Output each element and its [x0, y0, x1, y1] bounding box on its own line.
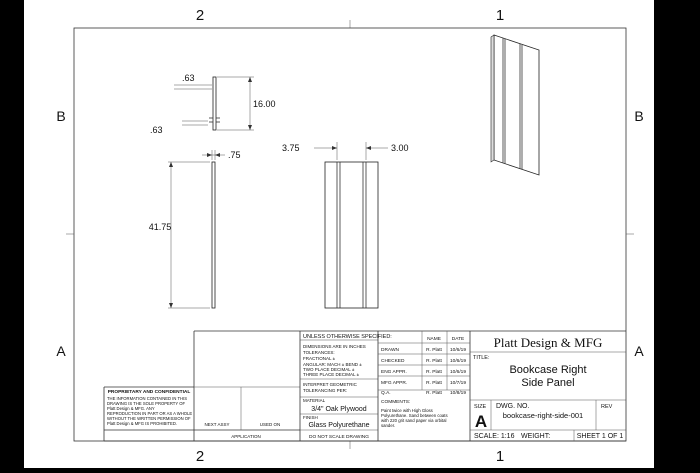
row-label: MFG APPR. [381, 381, 408, 386]
top-view-dim-b: .63 [150, 125, 163, 135]
application-label: APPLICATION [231, 434, 261, 439]
side-view-dim-length: 41.75 [148, 222, 172, 232]
tolerance-line: ANGULAR: MACH ± BEND ± [303, 362, 362, 367]
no-scale-note: DO NOT SCALE DRAWING [309, 435, 369, 440]
drawing-title-line: Side Panel [521, 377, 575, 389]
title-block [104, 331, 626, 441]
finish-value: Glass Polyurethane [308, 422, 370, 429]
side-view-panel [212, 162, 215, 308]
front-view-dim-right: 3.00 [391, 143, 409, 153]
comments-line: with 220 grit sand paper via orbital [381, 418, 447, 423]
zone-label-bottom-1: 1 [495, 448, 505, 465]
company-name: Platt Design & MFG [493, 335, 603, 350]
front-view-dim-left: 3.75 [282, 143, 300, 153]
used-on-label: USED ON [259, 422, 281, 427]
interpret-line: INTERPRET GEOMETRIC [303, 382, 357, 387]
comments-label: COMMENTS: [381, 400, 411, 405]
top-view-panel [213, 77, 216, 130]
size-value: A [474, 412, 488, 431]
row-label: Q.A. [381, 391, 391, 396]
row-date: 10/8/19 [449, 391, 467, 396]
proprietary-line: Platt Design & MFG IS PROHIBITED. [107, 421, 178, 426]
title-label: TITLE: [473, 355, 490, 361]
top-view-dim-height: 16.00 [253, 99, 276, 109]
zone-label-bottom-2: 2 [195, 448, 205, 465]
finish-label: FINISH [303, 415, 318, 420]
proprietary-line: WITHOUT THE WRITTEN PERMISSION OF [107, 416, 191, 421]
material-value: 3/4" Oak Plywood [311, 406, 367, 413]
row-label: CHECKED [381, 359, 405, 364]
row-name: R. Platt [426, 370, 442, 375]
drawing-canvas [24, 0, 654, 468]
dwg-no-value: bookcase-right-side-001 [502, 411, 584, 420]
tolerance-line: TWO PLACE DECIMAL ± [303, 367, 355, 372]
row-name: R. Platt [426, 359, 442, 364]
material-label: MATERIAL [303, 398, 326, 403]
drawing-title-line: Bookcase Right [509, 364, 587, 376]
front-view [282, 142, 409, 308]
next-assy-label: NEXT ASSY [204, 422, 230, 427]
comments-line: Paint twice with High Gloss [381, 408, 433, 413]
zone-label-top-1: 1 [495, 7, 505, 24]
row-label: ENG APPR. [381, 370, 407, 375]
zone-label-left-b: B [56, 108, 66, 124]
row-date: 10/6/19 [449, 348, 467, 353]
weight-label: WEIGHT: [521, 433, 551, 440]
scale-text: SCALE: 1:16 [474, 433, 515, 440]
column-name-header: NAME [427, 337, 441, 342]
interpret-line: TOLERANCING PER: [303, 388, 348, 393]
zone-label-top-2: 2 [195, 7, 205, 24]
row-name: R. Platt [426, 381, 442, 386]
side-view [149, 150, 241, 308]
proprietary-line: DRAWING IS THE SOLE PROPERTY OF [107, 401, 186, 406]
row-date: 10/6/19 [449, 359, 467, 364]
top-view-dim-a: .63 [182, 73, 195, 83]
row-name: R. Platt [426, 348, 442, 353]
proprietary-header: PROPRIETARY AND CONFIDENTIAL [107, 390, 191, 395]
comments-line: Polyurethane. Sand between coats [381, 413, 448, 418]
rev-label: REV [601, 404, 613, 410]
front-view-panel [325, 162, 378, 308]
proprietary-line: THE INFORMATION CONTAINED IN THIS [107, 396, 188, 401]
comments-line: sander. [381, 423, 396, 428]
tolerance-line: THREE PLACE DECIMAL ± [303, 372, 360, 377]
proprietary-line: Platt Design & MFG. ANY [107, 406, 155, 411]
top-view [150, 73, 276, 135]
sheet-text: SHEET 1 OF 1 [576, 433, 624, 440]
column-date-header: DATE [451, 337, 465, 342]
zone-label-right-b: B [634, 108, 644, 124]
isometric-view [491, 35, 539, 175]
size-label: SIZE [474, 404, 487, 410]
row-date: 10/7/19 [449, 381, 467, 386]
dwg-no-label: DWG. NO. [496, 403, 530, 410]
zone-label-right-a: A [634, 343, 644, 359]
drawing-sheet [24, 0, 654, 468]
tolerance-line: DIMENSIONS ARE IN INCHES [303, 344, 366, 349]
side-view-dim-thickness: .75 [228, 150, 241, 160]
tolerance-line: TOLERANCES: [303, 350, 335, 355]
proprietary-line: REPRODUCTION IN PART OR AS A WHOLE [107, 411, 193, 416]
row-label: DRAWN [381, 348, 399, 353]
tolerance-line: FRACTIONAL ± [303, 356, 336, 361]
row-name: R. Platt [426, 391, 442, 396]
row-date: 10/6/19 [449, 370, 467, 375]
zone-label-left-a: A [56, 343, 66, 359]
tolerance-header: UNLESS OTHERWISE SPECIFIED: [303, 334, 392, 340]
